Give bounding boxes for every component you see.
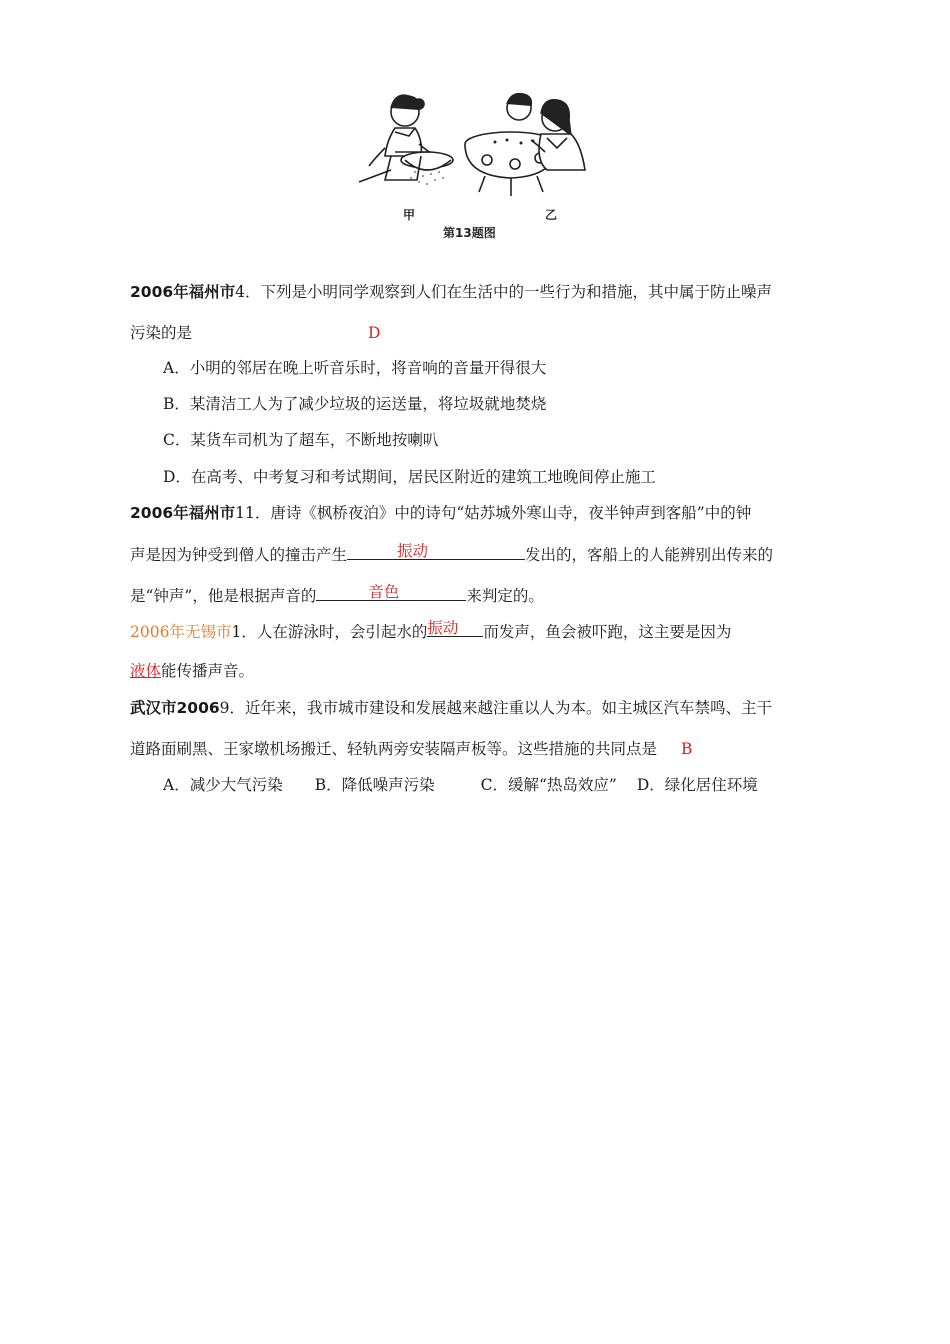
q4-line1 xyxy=(130,697,772,719)
q2-line2 xyxy=(130,543,773,566)
q1-stem-text2: 污染的是 xyxy=(130,324,193,342)
q2-source: 2006年福州市 xyxy=(130,504,236,522)
q3-text1-pre: 1．人在游泳时，会引起水的 xyxy=(231,623,428,641)
q3-line1 xyxy=(130,620,731,643)
q1-answer: D xyxy=(368,324,381,342)
q4-text1: 9．近年来，我市城市建设和发展越来越注重以人为本。如主城区汽车禁鸣、主干 xyxy=(219,699,773,717)
q2-text3-pre: 是“钟声”，他是根据声音的 xyxy=(130,587,317,605)
figure-label-yi: 乙 xyxy=(545,208,558,222)
figure-label-jia: 甲 xyxy=(403,208,416,222)
illustration-image xyxy=(335,88,595,223)
q3-text1-post: 而发声，鱼会被吓跑，这主要是因为 xyxy=(483,623,732,641)
q4-option-a: A．减少大气污染 xyxy=(163,776,283,794)
q2-line1 xyxy=(130,502,751,524)
q1-option-b: B．某清洁工人为了减少垃圾的运送量，将垃圾就地焚烧 xyxy=(163,395,547,413)
q4-source: 武汉市2006 xyxy=(130,699,220,717)
q4-option-d: D．绿化居住环境 xyxy=(636,776,758,794)
q2-text1: 11．唐诗《枫桥夜泊》中的诗句“姑苏城外寒山寺，夜半钟声到客船”中的钟 xyxy=(235,504,752,522)
q1-source: 2006年福州市 xyxy=(130,283,236,301)
q1-stem-text1: 4．下列是小明同学观察到人们在生活中的一些行为和措施，其中属于防止噪声 xyxy=(235,283,773,301)
q3-source: 2006年无锡市 xyxy=(130,623,232,641)
q4-option-c: C．缓解“热岛效应” xyxy=(480,776,617,794)
q2-answer2: 音色 xyxy=(368,583,400,601)
q3-blank1 xyxy=(427,620,483,637)
q2-blank2 xyxy=(316,584,466,601)
q1-stem-line1 xyxy=(130,281,772,303)
q4-option-b: B．降低噪声污染 xyxy=(314,776,435,794)
figure-caption: 第13题图 xyxy=(443,226,496,240)
q2-line3 xyxy=(130,584,544,607)
q2-answer1: 振动 xyxy=(397,542,429,560)
q4-text2: 道路面刷黑、王家墩机场搬迁、轻轨两旁安装隔声板等。这些措施的共同点是 xyxy=(130,740,658,758)
q3-text2-post: 能传播声音。 xyxy=(161,662,255,680)
question-13-figure xyxy=(335,88,595,253)
q4-options xyxy=(163,774,758,796)
q2-text2-pre: 声是因为钟受到僧人的撞击产生 xyxy=(130,546,348,564)
q1-option-a: A．小明的邻居在晚上听音乐时，将音响的音量开得很大 xyxy=(163,359,547,377)
q1-option-c: C．某货车司机为了超车，不断地按喇叭 xyxy=(163,431,439,449)
q4-answer: B xyxy=(681,740,693,758)
q3-answer2: 液体 xyxy=(130,662,162,680)
q1-option-d: D．在高考、中考复习和考试期间，居民区附近的建筑工地晚间停止施工 xyxy=(163,468,656,486)
q3-answer1: 振动 xyxy=(427,619,459,637)
q2-text3-post: 来判定的。 xyxy=(466,587,544,605)
q1-stem-line2 xyxy=(130,322,380,344)
q2-text2-post: 发出的，客船上的人能辨别出传来的 xyxy=(525,546,774,564)
q2-blank1 xyxy=(347,543,525,560)
q4-line2 xyxy=(130,738,692,760)
q3-line2 xyxy=(130,660,254,682)
